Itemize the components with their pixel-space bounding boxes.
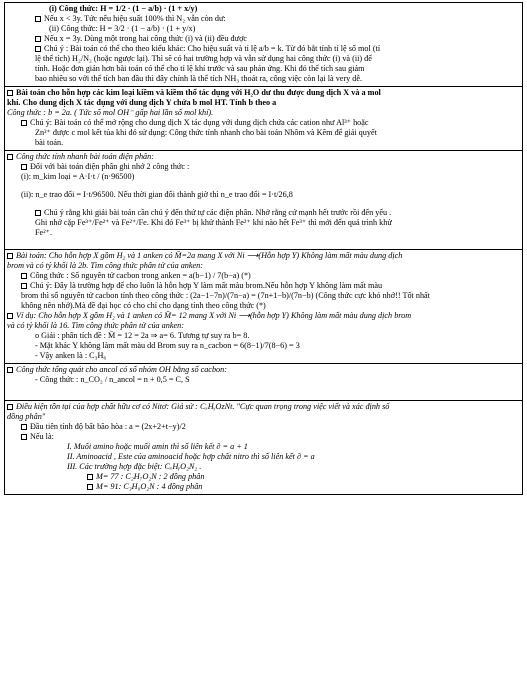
text-line	[7, 4, 520, 14]
text-line	[7, 341, 520, 351]
section-box	[4, 364, 523, 401]
section-box	[4, 250, 523, 364]
text-line	[7, 321, 520, 331]
text-line	[7, 351, 520, 361]
checkbox-bullet-icon	[35, 36, 41, 42]
text-line	[7, 375, 520, 389]
line-text: Nếu x < 3y. Tức nếu hiệu suất 100% thì N₂ vẫn còn dư:	[44, 14, 226, 23]
line-text: III. Các trường hợp đặc biệt: CₓHᵧO₂N₂ .	[67, 462, 202, 471]
line-text: Zn²⁺ được c mol kết tủa khi đó sử dụng: Công thức tính nhanh cho bài toán Nhôm và Kẽm để giải quyết	[35, 128, 377, 137]
text-line	[7, 472, 520, 482]
line-text: Chú ý: Đây là trường hợp để cho luôn là hỗn hợp Y làm mất màu brom.Nếu hỗn hợp Y không làm mất màu	[30, 281, 383, 290]
text-line	[7, 365, 520, 375]
checkbox-bullet-icon	[35, 210, 41, 216]
line-text: lệ thể tích) H₂/N₂ (hoặc ngược lại). Thì sẽ có hai trường hợp và vẫn sử dụng hai công thức (i) và (ii) để	[35, 54, 372, 63]
checkbox-bullet-icon	[21, 120, 27, 126]
text-line	[7, 24, 520, 34]
text-line	[7, 98, 520, 108]
text-line	[7, 88, 520, 98]
line-text: bao nhiêu so với thể tích ban đầu thì đây chính là thể tích NH₃ thoát ra, công việc còn lại là very dễ.	[35, 74, 363, 83]
line-text: bài toán.	[35, 138, 64, 147]
checkbox-bullet-icon	[21, 283, 27, 289]
line-text: Công thức tính nhanh bài toán điện phân:	[16, 152, 154, 161]
text-line	[7, 238, 520, 247]
text-line	[7, 462, 520, 472]
text-line	[7, 54, 520, 64]
text-line	[7, 162, 520, 172]
checkbox-bullet-icon	[21, 434, 27, 440]
line-text: Điều kiện tồn tại của hợp chất hữu cơ có Nitơ: Giả sử : CₓHᵧOzNt. "Cực quan trọng trong việc viết và xác định số	[16, 402, 390, 411]
line-text: khí. Cho dung dịch X tác dụng với dung dịch Y chứa b mol HT. Tính b theo a	[7, 98, 277, 107]
text-line	[7, 412, 520, 422]
line-text: brom và có tỷ khối là 2b. Tìm công thức phân tử của anken:	[7, 261, 203, 270]
line-text: Bài toán cho hỗn hợp các kim loại kiềm và kiềm thổ tác dụng với H₂O dư thu được dung dịch X và a mol	[16, 88, 381, 97]
text-line	[7, 208, 520, 218]
line-text: Fe²⁺.	[35, 228, 53, 237]
checkbox-bullet-icon	[7, 253, 13, 259]
line-text: brom thì số nguyên tử cacbon tính theo công thức : (2a−1−7n)/(7n−a) = (7n+1−b)/(7n−b) (Công thức cực khó nhớ!! Tốt nhất	[21, 291, 430, 300]
text-line	[7, 311, 520, 321]
text-line	[7, 128, 520, 138]
text-line	[7, 218, 520, 228]
line-text: - Vậy anken là : C₃H₆	[35, 351, 107, 360]
section-box	[4, 87, 523, 151]
line-text: Đầu tiên tính độ bất bão hòa : a = (2x+2+t−y)/2	[30, 422, 186, 431]
text-line	[7, 452, 520, 462]
text-line	[7, 291, 520, 301]
checkbox-bullet-icon	[7, 367, 13, 373]
line-text: không nên nhớ).Mà đề đại học có cho chỉ cho dạng tính theo công thức (*)	[21, 301, 266, 310]
checkbox-bullet-icon	[35, 16, 41, 22]
checkbox-bullet-icon	[21, 273, 27, 279]
text-line	[7, 442, 520, 452]
text-line	[7, 64, 520, 74]
checkbox-bullet-icon	[7, 313, 13, 319]
line-text: Nếu x = 3y. Dùng một trong hai công thức (i) và (ii) đều được	[44, 34, 248, 43]
text-line	[7, 152, 520, 162]
line-text: Đối với bài toán điện phân ghi nhớ 2 công thức :	[30, 162, 190, 171]
section-box	[4, 2, 523, 87]
line-text: II. Aminoacid , Este của aminoacid hoặc hợp chất nitro thì số liên kết ∂ = a	[67, 452, 315, 461]
section-box	[4, 401, 523, 495]
text-line	[7, 271, 520, 281]
checkbox-bullet-icon	[21, 164, 27, 170]
line-text: I. Muối amino hoặc muối amin thì số liên kết ∂ = a + 1	[67, 442, 248, 451]
text-line	[7, 138, 520, 148]
checkbox-bullet-icon	[87, 474, 93, 480]
text-line	[7, 74, 520, 84]
line-text: M= 77 : C₂H₇O₂N : 2 đồng phân	[96, 472, 205, 481]
text-line	[7, 251, 520, 261]
text-line	[7, 389, 520, 398]
text-line	[7, 331, 520, 341]
line-text: (i): m_kim loại = A·I·t / (n·96500)	[21, 172, 135, 181]
section-box	[4, 151, 523, 250]
line-text: Ghi nhớ cặp Fe³⁺/Fe²⁺ và Fe²⁺/Fe. Khi đó Fe³⁺ bị khử thành Fe²⁺ khi nào hết Fe³⁺ thì mới đến quá trình khử	[35, 218, 392, 227]
line-text: (ii): n_e trao đổi = I·t/96500. Nếu thời gian đổi thành giờ thì n_e trao đổi = I·t/26,8	[21, 190, 293, 199]
line-text: Công thức : Số nguyên tử cacbon trong anken = a(b−1) / 7(b−a) (*)	[30, 271, 251, 280]
document-page	[4, 2, 523, 495]
checkbox-bullet-icon	[35, 46, 41, 52]
line-text: Chú ý rằng khi giải bài toán cần chú ý đến thứ tự các điện phân. Nhớ rằng cứ mạnh hết trước rồi đến yếu .	[44, 208, 392, 217]
line-text: Ví dụ: Cho hỗn hợp X gồm H₂ và 1 anken có M̄= 12 mang X với Ni ⟶(hỗn hợp Y) Không làm mất màu dung dịch brom	[16, 311, 412, 320]
line-text: - Công thức : n_CO₂ / n_ancol = n + 0,5 = C, S	[35, 375, 190, 384]
text-line	[7, 34, 520, 44]
line-text: (ii) Công thức: H = 3/2 · (1 − a/b) · (1 + y/x)	[49, 24, 196, 33]
checkbox-bullet-icon	[7, 404, 13, 410]
checkbox-bullet-icon	[7, 90, 13, 96]
line-text: Chú ý : Bài toán có thể cho theo kiểu khác: Cho hiệu suất và tỉ lệ a/b = k. Từ đó bắt tính tỉ lệ số mol (tỉ	[44, 44, 381, 53]
text-line	[7, 118, 520, 128]
checkbox-bullet-icon	[21, 424, 27, 430]
line-text: - Mặt khác Y không làm mất màu dd Brom suy ra n_cacbon = 6(8−1)/7(8−6) = 3	[35, 341, 300, 350]
line-text: (i) Công thức: H = 1/2 · (1 − a/b) · (1 + x/y)	[49, 4, 198, 13]
checkbox-bullet-icon	[87, 484, 93, 490]
text-line	[7, 422, 520, 432]
text-line	[7, 44, 520, 54]
line-text: tính. Hoặc đơn giản hơn bài toán có thể cho tỉ lệ khí trước và sau phản ứng. Khi đó thể tích sau giảm	[35, 64, 365, 73]
line-text: đồng phân"	[7, 412, 46, 421]
text-line	[7, 482, 520, 492]
text-line	[7, 172, 520, 190]
text-line	[7, 14, 520, 24]
line-text: Công thức : b = 2a. ( Tức số mol OH⁻ gấp hai lần số mol khí).	[7, 108, 214, 117]
text-line	[7, 108, 520, 118]
line-text: Công thức tổng quát cho ancol có số nhóm OH bằng số cacbon:	[16, 365, 227, 374]
text-line	[7, 281, 520, 291]
text-line	[7, 228, 520, 238]
line-text: Bài toán: Cho hỗn hợp X gồm H₂ và 1 anken có M̄=2a mang X với Ni ⟶(Hỗn hợp Y) Không làm mất màu dung dịch	[16, 251, 403, 260]
text-line	[7, 402, 520, 412]
text-line	[7, 301, 520, 311]
line-text: Chú ý: Bài toán có thể mở rộng cho dung dịch X tác dụng với dung dịch chứa các cation như Al³⁺ hoặc	[30, 118, 369, 127]
line-text: Nếu là:	[30, 432, 54, 441]
text-line	[7, 190, 520, 208]
line-text: o Giải : phân tích đề : M̄ = 12 = 2a ⇒ a= 6. Tương tự suy ra b= 8.	[35, 331, 250, 340]
line-text: M= 91: C₃H₉O₂N : 4 đồng phân	[96, 482, 203, 491]
checkbox-bullet-icon	[7, 154, 13, 160]
line-text: và có tỷ khối là 16. Tìm công thức phân tử của anken:	[7, 321, 184, 330]
text-line	[7, 261, 520, 271]
text-line	[7, 432, 520, 442]
